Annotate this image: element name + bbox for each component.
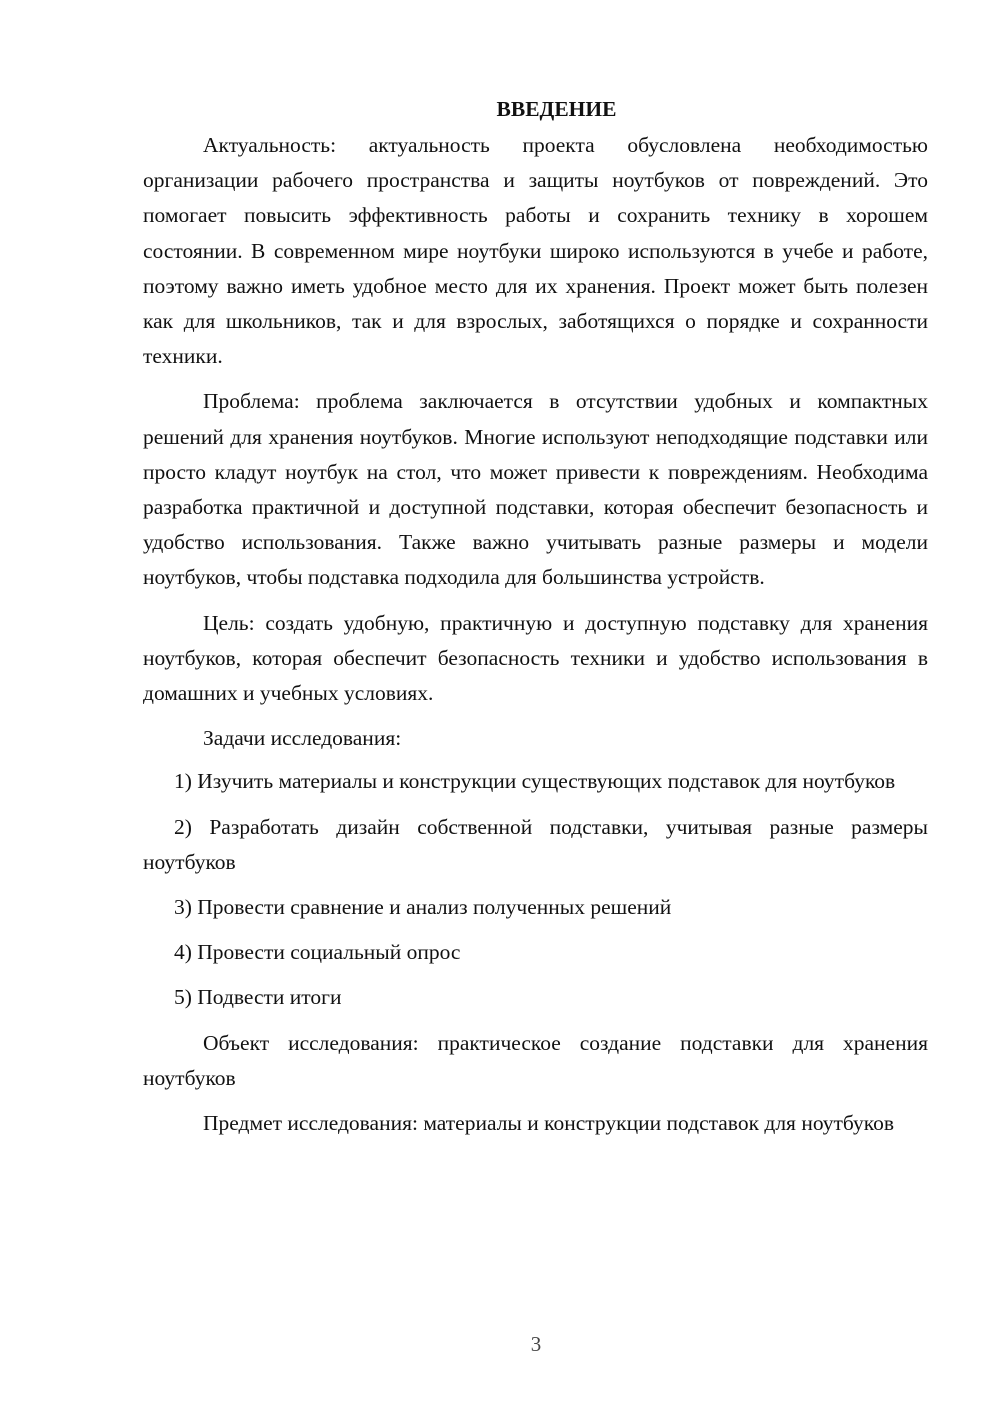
paragraph-goal: Цель: создать удобную, практичную и доступную подставку для хранения ноутбуков, которая обеспечит безопасность техники и удобство использования в домашних и учебных условиях.	[143, 610, 928, 706]
page-number: 3	[530, 1332, 542, 1356]
paragraph-problem: Проблема: проблема заключается в отсутствии удобных и компактных решений для хранения ноутбуков. Многие используют неподходящие подставки или просто кладут ноутбук на стол, что может привести к повреждениям. Необходима разработка практичной и доступной подставки, которая обеспечит безопасность и удобство использования. Также важно учитывать разные размеры и модели ноутбуков, чтобы подставка подходила для большинства устройств.	[143, 389, 928, 590]
paragraph-subject: Предмет исследования: материалы и конструкции подставок для ноутбуков	[203, 1111, 895, 1136]
task-item-2: 2) Разработать дизайн собственной подставки, учитывая разные размеры ноутбуков	[143, 814, 928, 874]
tasks-heading: Задачи исследования:	[203, 726, 402, 751]
section-title: ВВЕДЕНИЕ	[496, 97, 617, 121]
paragraph-relevance: Актуальность: актуальность проекта обусловлена необходимостью организации рабочего пространства и защиты ноутбуков от повреждений. Это помогает повысить эффективность работы и сохранить технику в хорошем состоянии. В современном мире ноутбуки широко используются в учебе и работе, поэтому важно иметь удобное место для их хранения. Проект может быть полезен как для школьников, так и для взрослых, заботящихся о порядке и сохранности техники.	[143, 133, 928, 369]
task-item-4: 4) Провести социальный опрос	[174, 940, 461, 965]
page-content	[143, 92, 928, 1151]
task-item-1: 1) Изучить материалы и конструкции существующих подставок для ноутбуков	[174, 769, 896, 794]
task-item-5: 5) Подвести итоги	[174, 985, 342, 1010]
task-item-3: 3) Провести сравнение и анализ полученных решений	[174, 895, 672, 920]
paragraph-object: Объект исследования: практическое создание подставки для хранения ноутбуков	[143, 1030, 928, 1090]
